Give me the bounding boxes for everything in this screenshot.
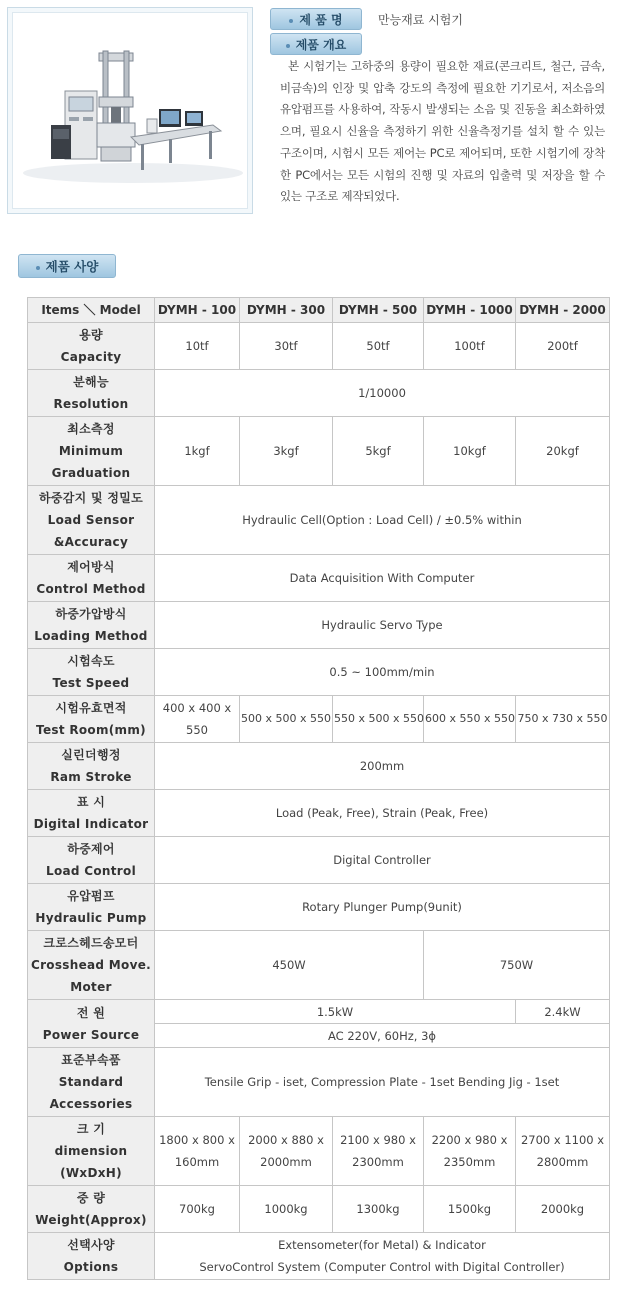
table-row [28,555,610,602]
row-label: 제어방식 Control Method [28,555,155,602]
spec-section-tag: 제품 사양 [18,254,116,278]
table-row [28,1117,610,1186]
table-row [28,649,610,696]
spec-table [27,297,610,1280]
table-row [28,884,610,931]
table-row [28,1186,610,1233]
table-cell: Data Acquisition With Computer [155,555,610,602]
table-cell: 50tf [333,323,424,370]
table-cell: 2.4kW [516,1000,610,1024]
table-cell: 400 x 400 x 550 [155,696,240,743]
product-photo [12,12,248,209]
row-label: 하중제어 Load Control [28,837,155,884]
table-cell: 550 x 500 x 550 [333,696,424,743]
table-cell: Hydraulic Cell(Option : Load Cell) / ±0.5% within [155,486,610,555]
product-name-tag: 제 품 명 [270,8,362,30]
table-cell: 1500kg [424,1186,516,1233]
row-label: 크로스헤드송모터 Crosshead Move. Moter [28,931,155,1000]
row-label: 실린더행정 Ram Stroke [28,743,155,790]
table-cell: Hydraulic Servo Type [155,602,610,649]
table-cell: Extensometer(for Metal) & Indicator ServoControl System (Computer Control with Digital Controller) [155,1233,610,1280]
row-label: 최소측정 Minimum Graduation [28,417,155,486]
testing-machine-illustration [13,13,249,210]
header-cell: DYMH - 1000 [424,298,516,323]
product-name: 만능재료 시험기 [378,13,463,27]
table-cell: 2100 x 980 x 2300mm [333,1117,424,1186]
product-overview-tag: 제품 개요 [270,33,362,55]
header-cell: DYMH - 100 [155,298,240,323]
table-row [28,837,610,884]
table-row [28,1000,610,1024]
table-cell: 10tf [155,323,240,370]
table-cell: Load (Peak, Free), Strain (Peak, Free) [155,790,610,837]
table-cell: 3kgf [240,417,333,486]
table-cell: 2700 x 1100 x 2800mm [516,1117,610,1186]
table-cell: 2200 x 980 x 2350mm [424,1117,516,1186]
row-label: 분해능 Resolution [28,370,155,417]
table-cell: AC 220V, 60Hz, 3ϕ [155,1024,610,1048]
row-label: 표준부속품 Standard Accessories [28,1048,155,1117]
bullet-icon [36,266,40,270]
bullet-icon [289,19,293,23]
table-row [28,323,610,370]
table-cell: 200mm [155,743,610,790]
row-label: 하중감지 및 정밀도 Load Sensor &Accuracy [28,486,155,555]
table-cell: 1000kg [240,1186,333,1233]
product-photo-frame [7,7,253,214]
table-row [28,696,610,743]
table-cell: Rotary Plunger Pump(9unit) [155,884,610,931]
table-row [28,931,610,1000]
row-label: 용량 Capacity [28,323,155,370]
table-cell: 500 x 500 x 550 [240,696,333,743]
table-cell: Tensile Grip - iset, Compression Plate - 1set Bending Jig - 1set [155,1048,610,1117]
table-cell: 10kgf [424,417,516,486]
header-cell: DYMH - 2000 [516,298,610,323]
table-cell: 700kg [155,1186,240,1233]
row-label: 시험속도 Test Speed [28,649,155,696]
table-cell: 1kgf [155,417,240,486]
table-row [28,1233,610,1280]
table-cell: 2000 x 880 x 2000mm [240,1117,333,1186]
row-label: 하중가압방식 Loading Method [28,602,155,649]
table-cell: 450W [155,931,424,1000]
row-label: 중 량 Weight(Approx) [28,1186,155,1233]
table-cell: 20kgf [516,417,610,486]
row-label: 유압펌프 Hydraulic Pump [28,884,155,931]
table-row [28,743,610,790]
table-cell: 200tf [516,323,610,370]
bullet-icon [286,44,290,48]
table-row [28,486,610,555]
table-cell: 1300kg [333,1186,424,1233]
row-label: 선택사양 Options [28,1233,155,1280]
table-cell: 0.5 ~ 100mm/min [155,649,610,696]
row-label: 표 시 Digital Indicator [28,790,155,837]
table-cell: 5kgf [333,417,424,486]
table-row [28,790,610,837]
table-cell: 1800 x 800 x 160mm [155,1117,240,1186]
row-label: 크 기 dimension (WxDxH) [28,1117,155,1186]
table-cell: 1.5kW [155,1000,516,1024]
table-row [28,370,610,417]
table-cell: 2000kg [516,1186,610,1233]
header-cell: Items ＼ Model [28,298,155,323]
table-row [28,602,610,649]
row-label: 전 원 Power Source [28,1000,155,1048]
table-cell: 600 x 550 x 550 [424,696,516,743]
table-cell: 750 x 730 x 550 [516,696,610,743]
table-cell: 750W [424,931,610,1000]
table-header-row [28,298,610,323]
table-cell: Digital Controller [155,837,610,884]
table-cell: 1/10000 [155,370,610,417]
table-row [28,417,610,486]
table-cell: 100tf [424,323,516,370]
table-row [28,1048,610,1117]
table-cell: 30tf [240,323,333,370]
header-cell: DYMH - 500 [333,298,424,323]
row-label: 시험유효면적 Test Room(mm) [28,696,155,743]
header-cell: DYMH - 300 [240,298,333,323]
product-description: 본 시험기는 고하중의 용량이 필요한 재료(콘크리트, 철근, 금속, 비금속)의 인장 및 압축 강도의 측정에 필요한 기기로서, 저소음의 유압펌프를 사용하여, 작동시 발생되는 소음 및 진동을 최소화하였으며, 필요시 신율을 측정하기 위한 신율측정기를 설치 할 수 있는 구조이며, 시험시 모든 제어는 PC로 제어되며, 또한 시험기에 장착한 PC에서는 모든 시험의 진행 및 자료의 입출력 및 저장을 할 수 있는 구조로 제작되었다. [280,59,605,204]
